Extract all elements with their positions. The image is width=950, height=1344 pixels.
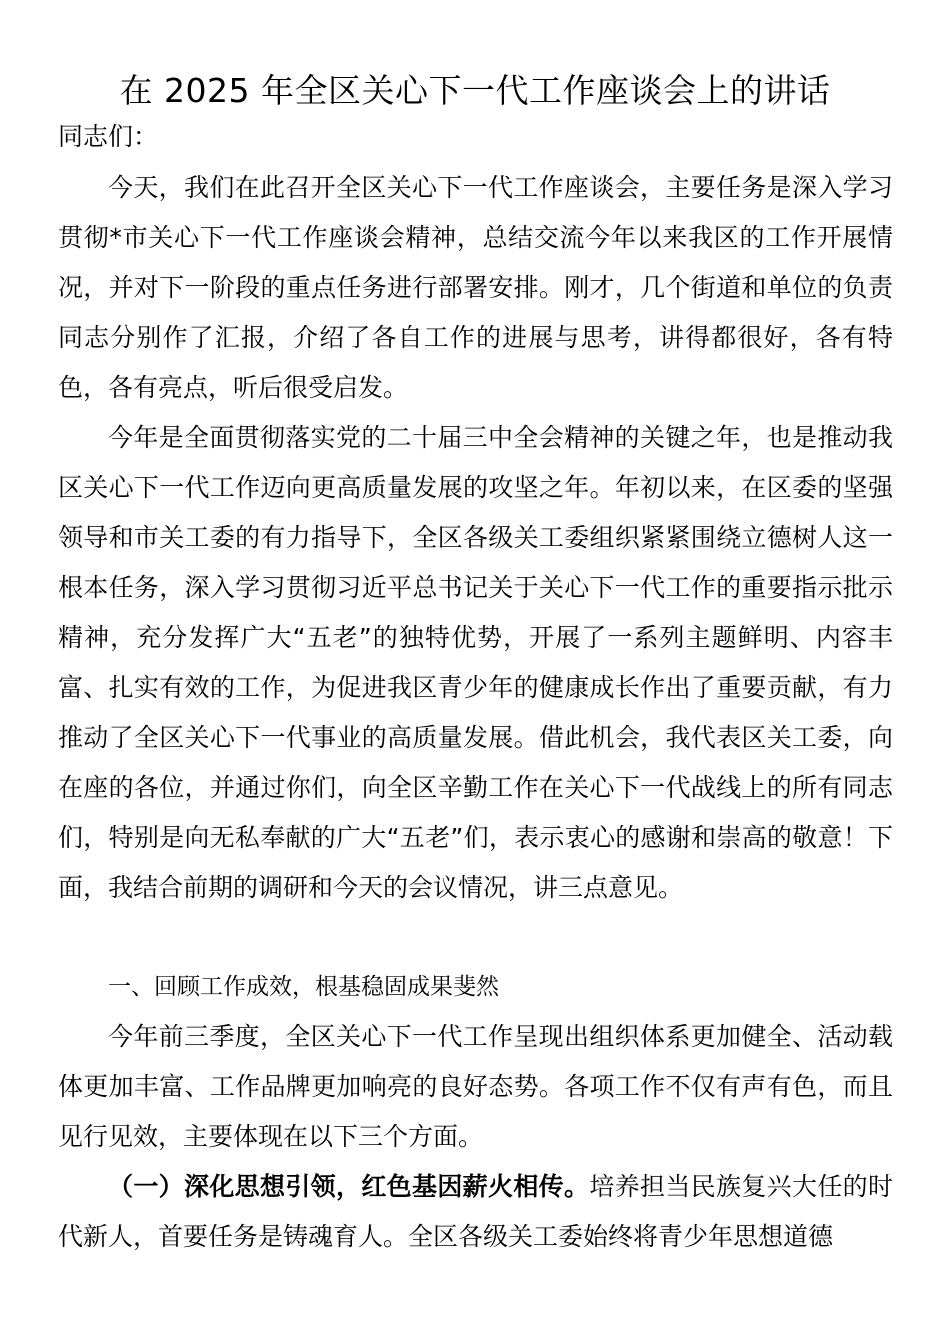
subsection-lead: （一）深化思想引领，红色基因薪火相传。 <box>108 1172 590 1201</box>
paragraph-subsection-one <box>58 1162 893 1262</box>
document-title: 在 2025 年全区关心下一代工作座谈会上的讲话 <box>119 71 831 110</box>
salutation: 同志们： <box>58 122 159 151</box>
subsection-text: 培养担当民族复兴大任的时代新人，首要任务是铸魂育人。全区各级关工委始终将青少年思想道德 <box>58 1172 893 1251</box>
section-heading-one: 一、回顾工作成效，根基稳固成果斐然 <box>108 974 499 1000</box>
paragraph-review: 今年是全面贯彻落实党的二十届三中全会精神的关键之年，也是推动我区关心下一代工作迈向更高质量发展的攻坚之年。年初以来，在区委的坚强领导和市关工委的有力指导下，全区各级关工委组织紧紧围绕立德树人这一根本任务，深入学习贯彻习近平总书记关于关心下一代工作的重要指示批示精神，充分发挥广大“五老”的独特优势，开展了一系列主题鲜明、内容丰富、扎实有效的工作，为促进我区青少年的健康成长作出了重要贡献，有力推动了全区关心下一代事业的高质量发展。借此机会，我代表区关工委，向在座的各位，并通过你们，向全区辛勤工作在关心下一代战线上的所有同志们，特别是向无私奉献的广大“五老”们，表示衷心的感谢和崇高的敬意！下面，我结合前期的调研和今天的会议情况，讲三点意见。 <box>58 423 893 902</box>
paragraph-section-one: 今年前三季度，全区关心下一代工作呈现出组织体系更加健全、活动载体更加丰富、工作品牌更加响亮的良好态势。各项工作不仅有声有色，而且见行见效，主要体现在以下三个方面。 <box>58 1022 893 1151</box>
paragraph-opening: 今天，我们在此召开全区关心下一代工作座谈会，主要任务是深入学习贯彻*市关心下一代工作座谈会精神，总结交流今年以来我区的工作开展情况，并对下一阶段的重点任务进行部署安排。刚才，几个街道和单位的负责同志分别作了汇报，介绍了各自工作的进展与思考，讲得都很好，各有特色，各有亮点，听后很受启发。 <box>58 173 893 402</box>
